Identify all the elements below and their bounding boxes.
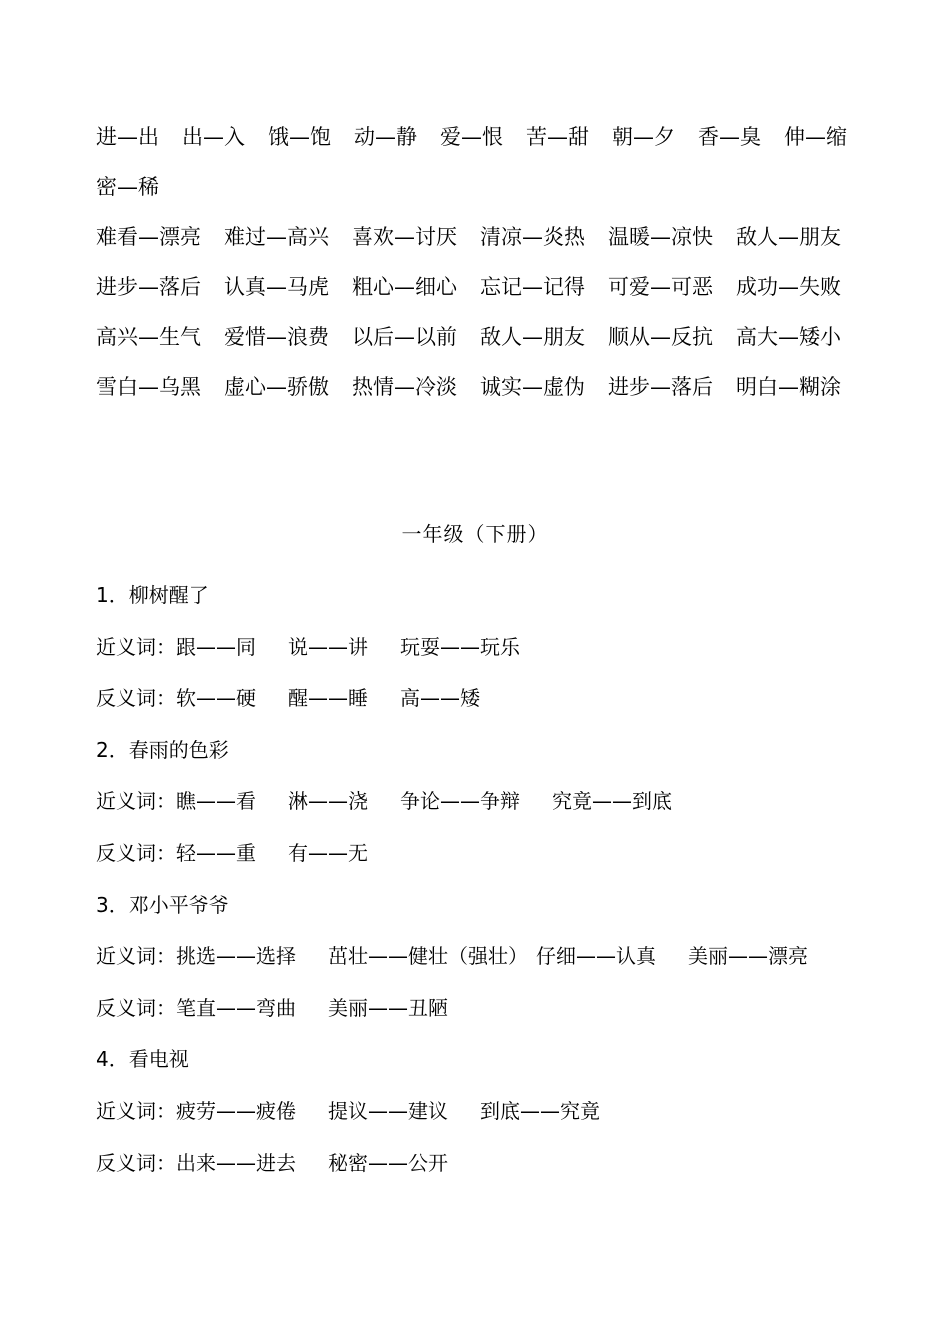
- antonym-pair: 以后—以前: [352, 325, 457, 349]
- synonyms-line: [96, 931, 896, 983]
- antonym-row-4: [96, 262, 896, 312]
- antonym-pair: 进步—落后: [96, 275, 201, 299]
- synonyms-line: [96, 776, 896, 828]
- lesson-title: 4．看电视: [96, 1047, 189, 1072]
- synonym-pair: 说——讲: [288, 634, 368, 659]
- antonym-pair: 敌人—朋友: [736, 225, 841, 249]
- synonym-pair: 仔细——认真: [536, 944, 656, 969]
- antonym-pair: 美丽——丑陋: [328, 995, 448, 1020]
- antonyms-line: [96, 983, 896, 1035]
- antonym-row-1: [96, 112, 896, 162]
- synonyms-label: 近义词：: [96, 1098, 176, 1123]
- synonym-pair: 淋——浇: [288, 789, 368, 814]
- synonyms-line: [96, 1086, 896, 1138]
- synonym-pair: 挑选——选择: [176, 944, 296, 969]
- synonym-pair: 跟——同: [176, 634, 256, 659]
- antonym-pair: 进—出: [96, 125, 159, 149]
- antonym-pair: 热情—冷淡: [352, 375, 457, 399]
- synonym-pair: 提议——建议: [328, 1098, 448, 1123]
- antonyms-line: [96, 1138, 896, 1190]
- antonym-pair: 粗心—细心: [352, 275, 457, 299]
- antonym-row-6: [96, 362, 896, 412]
- antonyms-label: 反义词：: [96, 686, 176, 711]
- antonym-pair: 有——无: [288, 840, 368, 865]
- antonym-pair: 高——矮: [400, 686, 480, 711]
- antonym-pair: 可爱—可恶: [608, 275, 713, 299]
- synonym-pair: 瞧——看: [176, 789, 256, 814]
- antonym-pair: 温暖—凉快: [608, 225, 713, 249]
- antonym-pair: 醒——睡: [288, 686, 368, 711]
- synonym-pair: 争论——争辩: [400, 789, 520, 814]
- antonym-pair: 苦—甜: [526, 125, 589, 149]
- antonym-pair: 出—入: [182, 125, 245, 149]
- antonym-pair: 难过—高兴: [224, 225, 329, 249]
- antonym-row-3: [96, 212, 896, 262]
- antonym-pair: 高大—矮小: [736, 325, 841, 349]
- grade-title: 一年级（下册）: [401, 522, 549, 546]
- antonym-row-2: [96, 162, 896, 212]
- antonym-pair: 忘记—记得: [480, 275, 585, 299]
- synonyms-label: 近义词：: [96, 789, 176, 814]
- antonym-pair: 密—稀: [96, 175, 159, 199]
- antonym-pair: 软——硬: [176, 686, 256, 711]
- antonym-pair: 香—臭: [698, 125, 761, 149]
- antonyms-label: 反义词：: [96, 1150, 176, 1175]
- antonym-row-5: [96, 312, 896, 362]
- lesson-title: 1．柳树醒了: [96, 583, 209, 607]
- antonym-pair: 伸—缩: [784, 125, 847, 149]
- lesson-title: 3．邓小平爷爷: [96, 892, 229, 917]
- antonym-pair: 清凉—炎热: [480, 225, 585, 249]
- antonym-pair: 难看—漂亮: [96, 225, 201, 249]
- antonym-pair: 顺从—反抗: [608, 325, 713, 349]
- synonym-pair: 究竟——到底: [552, 789, 672, 814]
- antonym-pair: 笔直——弯曲: [176, 995, 296, 1020]
- lesson-list: [96, 570, 896, 1189]
- synonym-pair: 茁壮——健壮（强壮）: [328, 944, 528, 969]
- antonym-pair: 成功—失败: [736, 275, 841, 299]
- antonym-pair: 动—静: [354, 125, 417, 149]
- antonym-pair: 诚实—虚伪: [480, 375, 585, 399]
- antonym-pair: 雪白—乌黑: [96, 375, 201, 399]
- lesson-title: 2．春雨的色彩: [96, 737, 229, 762]
- antonyms-label: 反义词：: [96, 995, 176, 1020]
- synonym-pair: 到底——究竟: [480, 1098, 600, 1123]
- antonyms-label: 反义词：: [96, 840, 176, 865]
- antonym-pair: 朝—夕: [612, 125, 675, 149]
- antonyms-line: [96, 828, 896, 880]
- synonym-pair: 玩耍——玩乐: [400, 634, 520, 659]
- antonym-pair: 出来——进去: [176, 1150, 296, 1175]
- antonym-pair: 秘密——公开: [328, 1150, 448, 1175]
- antonyms-line: [96, 673, 896, 725]
- antonym-pair: 进步—落后: [608, 375, 713, 399]
- antonym-pair: 爱惜—浪费: [224, 325, 329, 349]
- antonym-pair: 虚心—骄傲: [224, 375, 329, 399]
- antonym-pair: 轻——重: [176, 840, 256, 865]
- synonyms-label: 近义词：: [96, 634, 176, 659]
- antonym-pair: 喜欢—讨厌: [352, 225, 457, 249]
- synonym-pair: 疲劳——疲倦: [176, 1098, 296, 1123]
- antonym-pair: 认真—马虎: [224, 275, 329, 299]
- antonym-pair: 高兴—生气: [96, 325, 201, 349]
- antonym-pair: 爱—恨: [440, 125, 503, 149]
- antonym-pair: 饿—饱: [268, 125, 331, 149]
- synonym-pair: 美丽——漂亮: [688, 944, 808, 969]
- antonym-pair: 敌人—朋友: [480, 325, 585, 349]
- antonym-pair: 明白—糊涂: [736, 375, 841, 399]
- synonyms-label: 近义词：: [96, 944, 176, 969]
- antonym-word-list: [96, 112, 896, 412]
- synonyms-line: [96, 622, 896, 674]
